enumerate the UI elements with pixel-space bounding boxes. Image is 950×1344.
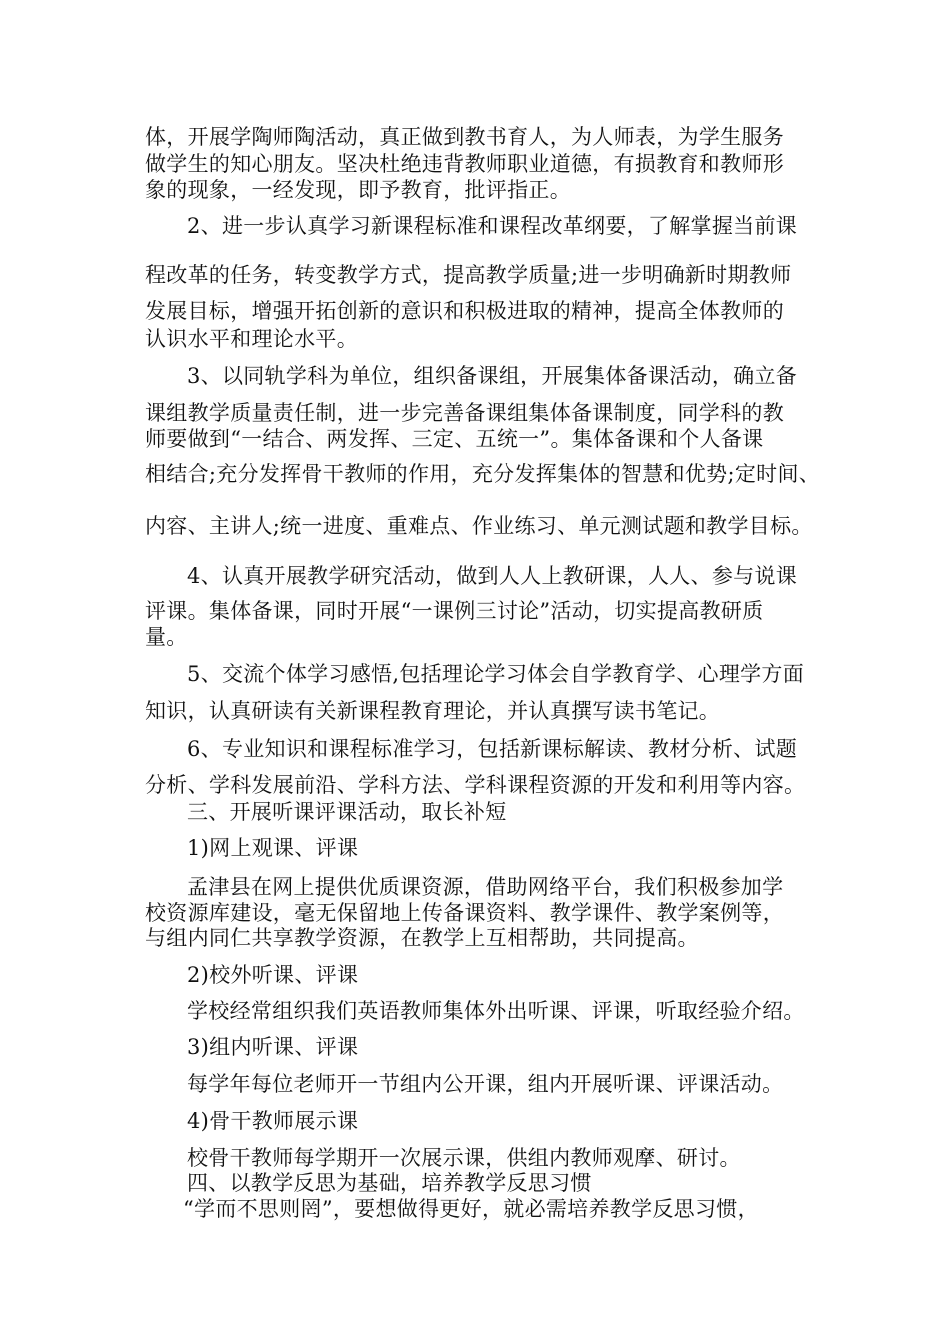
text-line: 2、进一步认真学习新课程标准和课程改革纲要，了解掌握当前课 <box>187 214 798 238</box>
text-line: 象的现象，一经发现，即予教育，批评指正。 <box>145 178 571 202</box>
section-heading: 三、开展听课评课活动，取长补短 <box>187 800 507 824</box>
sub-heading: 3)组内听课、评课 <box>187 1035 359 1059</box>
text-line: 量。 <box>145 625 188 649</box>
text-line: 评课。集体备课，同时开展“一课例三讨论”活动，切实提高教研质 <box>145 599 764 623</box>
sub-heading: 4)骨干教师展示课 <box>187 1109 359 1133</box>
sub-heading: 2)校外听课、评课 <box>187 963 359 987</box>
text-line: 程改革的任务，转变教学方式，提高教学质量;进一步明确新时期教师 <box>145 263 792 287</box>
text-line: 内容、主讲人;统一进度、重难点、作业练习、单元测试题和教学目标。 <box>145 514 813 538</box>
text-line: “学而不思则罔”，要想做得更好，就必需培养教学反思习惯， <box>183 1197 759 1221</box>
text-line: 师要做到“一结合、两发挥、三定、五统一”。集体备课和个人备课 <box>145 427 764 451</box>
text-line: 分析、学科发展前沿、学科方法、学科课程资源的开发和利用等内容。 <box>145 773 806 797</box>
text-line: 发展目标，增强开拓创新的意识和积极进取的精神，提高全体教师的 <box>145 299 784 323</box>
section-heading: 四、以教学反思为基础，培养教学反思习惯 <box>187 1171 592 1195</box>
text-line: 与组内同仁共享教学资源，在教学上互相帮助，共同提高。 <box>145 926 699 950</box>
text-line: 校资源库建设，毫无保留地上传备课资料、教学课件、教学案例等， <box>145 901 784 925</box>
text-line: 3、以同轨学科为单位，组织备课组，开展集体备课活动，确立备 <box>187 364 798 388</box>
text-line: 体，开展学陶师陶活动，真正做到教书育人，为人师表，为学生服务 <box>145 125 784 149</box>
sub-heading: 1)网上观课、评课 <box>187 836 359 860</box>
text-line: 相结合;充分发挥骨干教师的作用，充分发挥集体的智慧和优势;定时间、 <box>145 462 821 486</box>
text-line: 课组教学质量责任制，进一步完善备课组集体备课制度，同学科的教 <box>145 401 784 425</box>
text-line: 5、交流个体学习感悟,包括理论学习体会自学教育学、心理学方面 <box>187 662 805 686</box>
text-line: 学校经常组织我们英语教师集体外出听课、评课，听取经验介绍。 <box>187 999 805 1023</box>
text-line: 认识水平和理论水平。 <box>145 327 358 351</box>
text-line: 每学年每位老师开一节组内公开课，组内开展听课、评课活动。 <box>187 1072 784 1096</box>
text-line: 4、认真开展教学研究活动，做到人人上教研课，人人、参与说课 <box>187 564 798 588</box>
text-line: 做学生的知心朋友。坚决杜绝违背教师职业道德，有损教育和教师形 <box>145 152 784 176</box>
text-line: 孟津县在网上提供优质课资源，借助网络平台，我们积极参加学 <box>187 875 784 899</box>
text-line: 6、专业知识和课程标准学习，包括新课标解读、教材分析、试题 <box>187 737 798 761</box>
text-line: 校骨干教师每学期开一次展示课，供组内教师观摩、研讨。 <box>187 1146 741 1170</box>
text-line: 知识，认真研读有关新课程教育理论，并认真撰写读书笔记。 <box>145 699 721 723</box>
